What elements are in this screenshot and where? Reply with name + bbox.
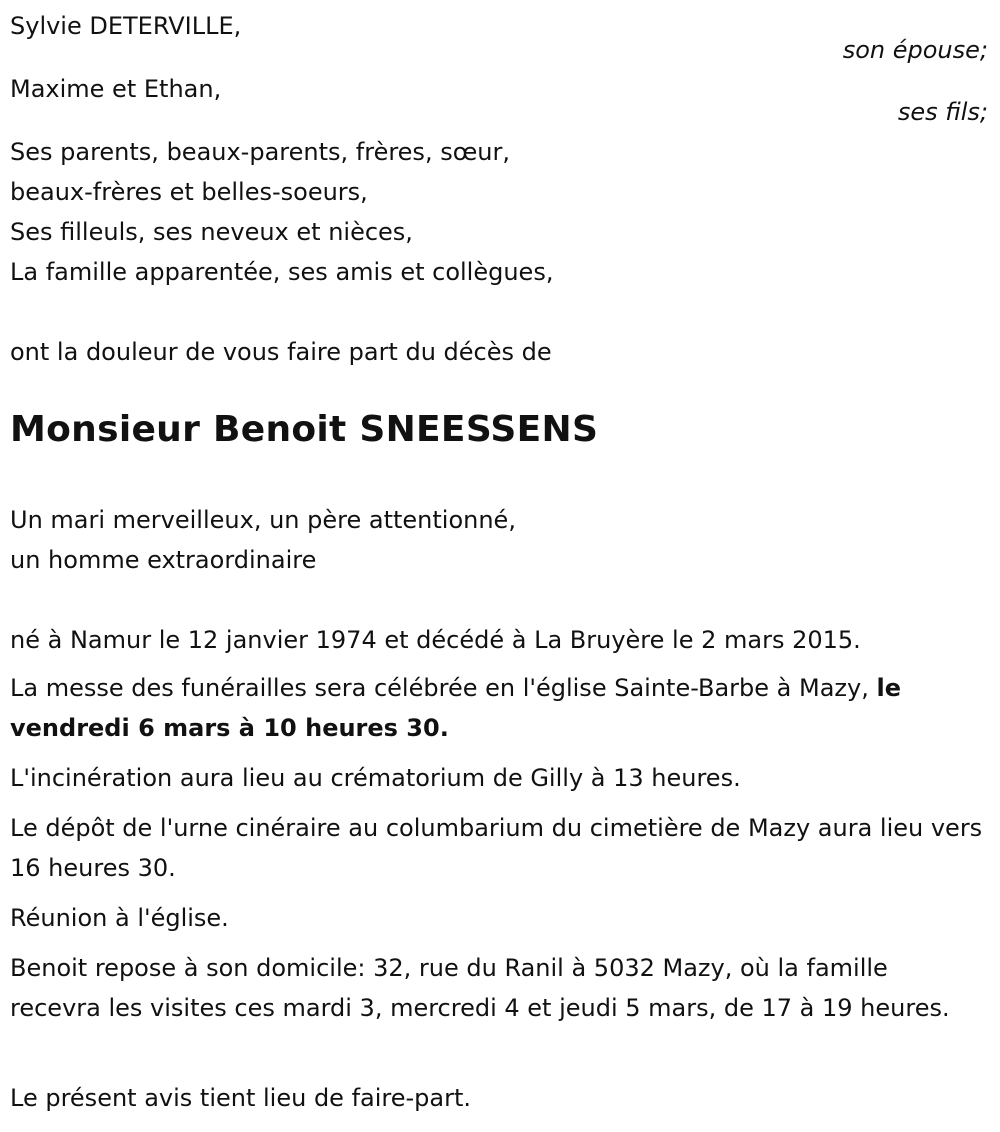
urn-text: Le dépôt de l'urne cinéraire au columbarium du cimetière de Mazy aura lieu vers 16 heures 30. [10,814,983,882]
relatives-line-2: beaux-frères et belles-soeurs, [10,178,368,206]
notice-text: Le présent avis tient lieu de faire-part. [10,1084,472,1112]
funeral-paragraph [10,668,985,748]
meeting-text: Réunion à l'église. [10,904,229,932]
relatives-line-4: La famille apparentée, ses amis et collègues, [10,258,554,286]
sons-role: ses fils; [897,98,988,126]
sons-names: Maxime et Ethan, [10,75,222,103]
tribute-line-2: un homme extraordinaire [10,546,317,574]
announcement-text: ont la douleur de vous faire part du décès de [10,338,552,366]
relatives-line-1: Ses parents, beaux-parents, frères, sœur, [10,138,510,166]
deceased-name: Monsieur Benoit SNEESSENS [10,409,599,450]
wife-name: Sylvie DETERVILLE, [10,12,242,40]
relatives-line-3: Ses filleuls, ses neveux et nièces, [10,218,413,246]
funeral-date: le vendredi 6 mars à 10 heures 30. [10,674,901,742]
birth-death-text: né à Namur le 12 janvier 1974 et décédé à La Bruyère le 2 mars 2015. [10,626,861,654]
wife-role: son épouse; [842,36,988,64]
tribute-line-1: Un mari merveilleux, un père attentionné, [10,506,516,534]
funeral-text: La messe des funérailles sera célébrée en l'église Sainte-Barbe à Mazy, [10,674,877,702]
visits-text: Benoit repose à son domicile: 32, rue du Ranil à 5032 Mazy, où la famille recevra les visites ces mardi 3, mercredi 4 et jeudi 5 mars, de 17 à 19 heures. [10,954,950,1022]
cremation-text: L'incinération aura lieu au crématorium de Gilly à 13 heures. [10,764,741,792]
